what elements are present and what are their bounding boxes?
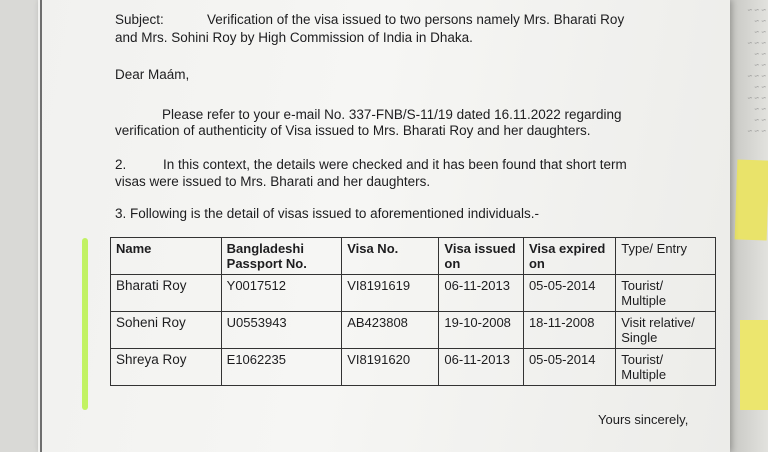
table-row — [111, 349, 716, 386]
paragraph-3: 3. Following is the detail of visas issued to aforementioned individuals.- — [115, 206, 539, 221]
subject-text-2: and Mrs. Sohini Roy by High Commission of India in Dhaka. — [115, 30, 473, 45]
cell-visa-no: VI8191619 — [342, 275, 439, 312]
cell-type: Tourist/ Multiple — [616, 275, 716, 312]
header-issued: Visa issued on — [439, 238, 524, 275]
paragraph-2-number: 2. — [115, 157, 127, 172]
cell-type: Tourist/ Multiple — [616, 349, 716, 386]
header-expired: Visa expired on — [523, 238, 615, 275]
cell-name: Shreya Roy — [111, 349, 222, 386]
paragraph-2-line-1 — [115, 157, 627, 172]
header-visa-no: Visa No. — [342, 238, 439, 275]
cell-expired: 18-11-2008 — [523, 312, 615, 349]
table-row — [111, 275, 716, 312]
visa-details-table — [110, 237, 716, 386]
table-row — [111, 312, 716, 349]
paragraph-1-line-2: verification of authenticity of Visa issued to Mrs. Bharati Roy and her daughters. — [115, 123, 591, 138]
cell-visa-no: AB423808 — [342, 312, 439, 349]
cell-name: Bharati Roy — [111, 275, 222, 312]
sticky-note — [740, 320, 768, 410]
cell-type: Visit relative/ Single — [616, 312, 716, 349]
highlighter-mark — [82, 238, 88, 410]
subject-label: Subject: — [115, 12, 164, 27]
cell-issued: 06-11-2013 — [439, 349, 524, 386]
header-type: Type/ Entry — [616, 238, 716, 275]
paragraph-2-text: In this context, the details were checked and it has been found that short term — [163, 157, 627, 172]
header-passport: Bangladeshi Passport No. — [221, 238, 342, 275]
paragraph-1-line-1: Please refer to your e-mail No. 337-FNB/S-11/19 dated 16.11.2022 regarding — [162, 107, 622, 122]
table-header-row — [111, 238, 716, 275]
closing: Yours sincerely, — [598, 412, 689, 427]
cell-passport: E1062235 — [221, 349, 342, 386]
cell-visa-no: VI8191620 — [342, 349, 439, 386]
greeting: Dear Maám, — [115, 67, 190, 82]
sticky-note — [735, 159, 768, 240]
cell-passport: Y0017512 — [221, 275, 342, 312]
cell-expired: 05-05-2014 — [523, 275, 615, 312]
subject-line — [115, 12, 624, 27]
adjacent-page-text: ~ ~ ~ ~ ~ ~ ~ ~ ~ ~ ~ ~ ~ ~ ~ ~ ~ ~ ~ ~ ~ ~ ~ ~ ~ ~ ~ ~ ~ — [747, 5, 766, 135]
page-margin-line — [40, 0, 42, 452]
cell-issued: 19-10-2008 — [439, 312, 524, 349]
subject-text-1: Verification of the visa issued to two persons namely Mrs. Bharati Roy — [207, 12, 625, 27]
cell-expired: 05-05-2014 — [523, 349, 615, 386]
cell-issued: 06-11-2013 — [439, 275, 524, 312]
cell-name: Soheni Roy — [111, 312, 222, 349]
header-name: Name — [111, 238, 222, 275]
paragraph-2-line-2: visas were issued to Mrs. Bharati and her daughters. — [115, 174, 431, 189]
cell-passport: U0553943 — [221, 312, 342, 349]
